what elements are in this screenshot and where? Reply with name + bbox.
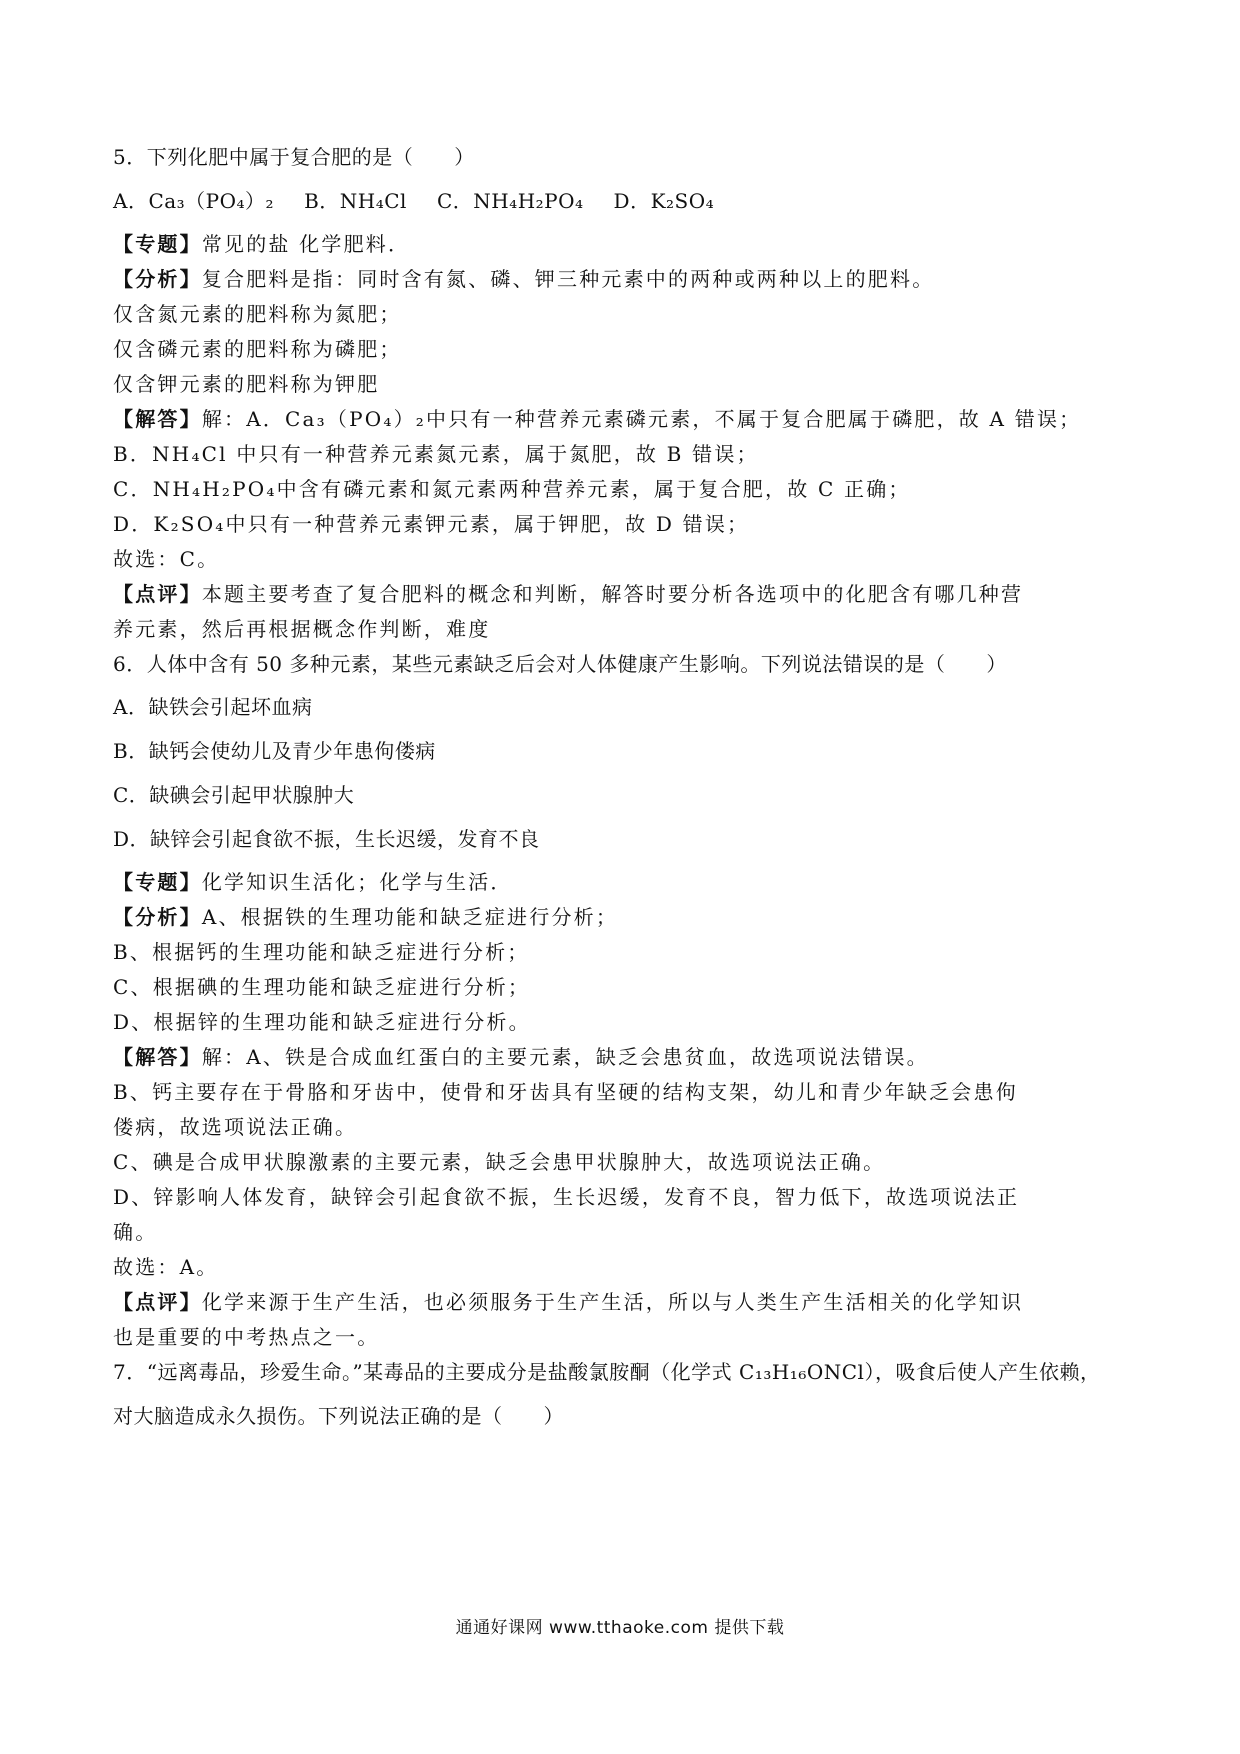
q6-option-b: B．缺钙会使幼儿及青少年患佝偻病 xyxy=(113,739,436,763)
q6-analysis xyxy=(113,903,618,931)
q6-comment-text: 化学来源于生产生活，也必须服务于生产生活，所以与人类生产生活相关的化学知识 xyxy=(201,1290,1024,1314)
q5-comment-text: 本题主要考查了复合肥料的概念和判断，解答时要分析各选项中的化肥含有哪几种营 xyxy=(201,582,1024,606)
q6-topic-text: 化学知识生活化；化学与生活． xyxy=(201,870,513,894)
q5-topic-tag: 【专题】 xyxy=(113,232,202,256)
q5-analysis-line: 仅含氮元素的肥料称为氮肥； xyxy=(113,302,402,326)
q6-answer-line: B、钙主要存在于骨胳和牙齿中，使骨和牙齿具有坚硬的结构支架，幼儿和青少年缺乏会患佝 xyxy=(113,1080,1018,1104)
q5-analysis-text: 复合肥料是指：同时含有氮、磷、钾三种元素中的两种或两种以上的肥料。 xyxy=(201,267,935,291)
q6-answer-line: 偻病，故选项说法正确。 xyxy=(113,1115,358,1139)
q5-analysis-line: 仅含磷元素的肥料称为磷肥； xyxy=(113,337,402,361)
q5-option-d: D．K₂SO₄ xyxy=(613,189,715,213)
q6-comment-tag: 【点评】 xyxy=(113,1290,202,1314)
q5-comment xyxy=(113,580,1023,608)
q6-option-c: C．缺碘会引起甲状腺肿大 xyxy=(113,783,355,807)
q6-answer xyxy=(113,1043,929,1071)
q5-comment-tag: 【点评】 xyxy=(113,582,202,606)
q5-answer xyxy=(113,405,1081,433)
q6-topic xyxy=(113,868,513,896)
q5-option-c: C．NH₄H₂PO₄ xyxy=(436,189,584,213)
q5-topic-text: 常见的盐 化学肥料． xyxy=(201,232,411,256)
q6-analysis-line: D、根据锌的生理功能和缺乏症进行分析。 xyxy=(113,1010,531,1034)
q6-analysis-line: C、根据碘的生理功能和缺乏症进行分析； xyxy=(113,975,531,999)
q6-analysis-line: B、根据钙的生理功能和缺乏症进行分析； xyxy=(113,940,530,964)
q5-answer-text: 解：A．Ca₃（PO₄）₂中只有一种营养元素磷元素，不属于复合肥属于磷肥，故 A 错误； xyxy=(201,407,1082,431)
q5-stem: 5．下列化肥中属于复合肥的是（ ） xyxy=(113,145,475,169)
q5-answer-line: 故选：C。 xyxy=(113,547,220,571)
q5-answer-tag: 【解答】 xyxy=(113,407,202,431)
q5-option-a: A．Ca₃（PO₄）₂ xyxy=(113,189,275,213)
q6-option-d: D．缺锌会引起食欲不振，生长迟缓，发育不良 xyxy=(113,827,540,851)
q5-options xyxy=(113,187,714,215)
q5-topic xyxy=(113,230,410,258)
q6-comment xyxy=(113,1288,1023,1316)
q6-answer-line: 故选：A。 xyxy=(113,1255,219,1279)
q5-analysis-line: 仅含钾元素的肥料称为钾肥 xyxy=(113,372,380,396)
q6-answer-line: C、碘是合成甲状腺激素的主要元素，缺乏会患甲状腺肿大，故选项说法正确。 xyxy=(113,1150,886,1174)
q6-analysis-text: A、根据铁的生理功能和缺乏症进行分析； xyxy=(201,905,619,929)
q6-answer-tag: 【解答】 xyxy=(113,1045,202,1069)
q6-topic-tag: 【专题】 xyxy=(113,870,202,894)
q7-stem: 7．“远离毒品，珍爱生命。”某毒品的主要成分是盐酸氯胺酮（化学式 C₁₃H₁₆ONCl），吸食后使人产生依赖， xyxy=(113,1360,1101,1384)
q6-answer-line: 确。 xyxy=(113,1220,158,1244)
q6-comment-cont: 也是重要的中考热点之一。 xyxy=(113,1325,380,1349)
page-footer: 通通好课网 www.tthaoke.com 提供下载 xyxy=(455,1618,785,1638)
q5-analysis-tag: 【分析】 xyxy=(113,267,202,291)
q6-answer-text: 解：A、铁是合成血红蛋白的主要元素，缺乏会患贫血，故选项说法错误。 xyxy=(201,1045,929,1069)
q5-answer-line: C．NH₄H₂PO₄中含有磷元素和氮元素两种营养元素，属于复合肥，故 C 正确； xyxy=(113,477,911,501)
q5-answer-line: B．NH₄Cl 中只有一种营养元素氮元素，属于氮肥，故 B 错误； xyxy=(113,442,759,466)
q6-answer-line: D、锌影响人体发育，缺锌会引起食欲不振，生长迟缓，发育不良，智力低下，故选项说法正 xyxy=(113,1185,1020,1209)
q5-answer-line: D．K₂SO₄中只有一种营养元素钾元素，属于钾肥，故 D 错误； xyxy=(113,512,750,536)
q5-option-b: B．NH₄Cl xyxy=(304,189,407,213)
q5-analysis xyxy=(113,265,934,293)
q6-analysis-tag: 【分析】 xyxy=(113,905,202,929)
q6-stem: 6．人体中含有 50 多种元素，某些元素缺乏后会对人体健康产生影响。下列说法错误的是（ ） xyxy=(113,652,1007,676)
q6-option-a: A．缺铁会引起坏血病 xyxy=(113,695,313,719)
q5-comment-cont: 养元素，然后再根据概念作判断，难度 xyxy=(113,617,491,641)
q7-stem-cont: 对大脑造成永久损伤。下列说法正确的是（ ） xyxy=(113,1404,564,1428)
